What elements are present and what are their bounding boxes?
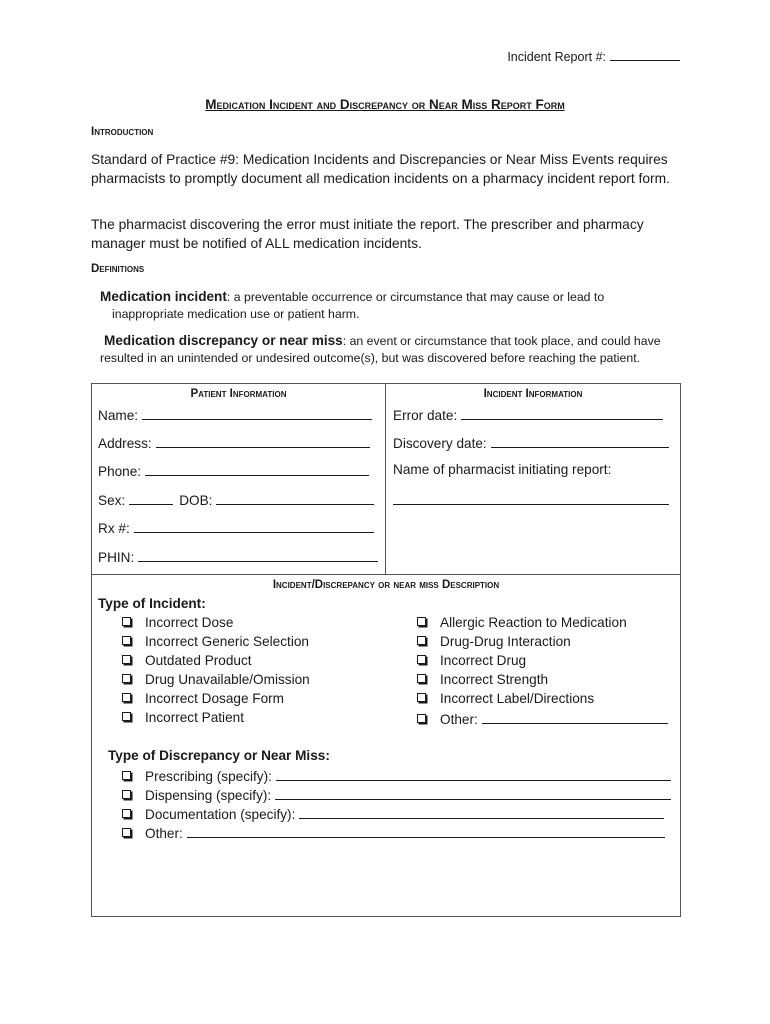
checkbox-icon[interactable] <box>122 790 131 799</box>
introduction-heading: Introduction <box>91 126 154 138</box>
checkbox-icon[interactable] <box>122 828 131 837</box>
patient-dob-input[interactable] <box>216 491 374 505</box>
incident-option[interactable] <box>417 634 571 649</box>
pharmacist-name-input[interactable] <box>393 491 669 505</box>
introduction-paragraph-1: Standard of Practice #9: Medication Incidents and Discrepancies or Near Miss Events requires pharmacists to promptly document all medication incidents on a pharmacy incident report form. <box>91 152 670 186</box>
discrepancy-option[interactable] <box>122 767 671 784</box>
definition-text-cont: resulted in an unintended or undesired outcome(s), but was discovered before reaching the patient. <box>100 351 641 365</box>
type-of-incident-heading: Type of Incident: <box>98 596 206 611</box>
patient-phone-field[interactable] <box>98 462 369 479</box>
discrepancy-input[interactable] <box>276 767 671 781</box>
definition-text-cont: inappropriate medication use or patient harm. <box>112 307 360 321</box>
pharmacist-name-field[interactable] <box>393 491 669 508</box>
definition-term: Medication incident <box>100 289 227 304</box>
incident-option[interactable] <box>417 615 627 630</box>
report-box <box>91 383 681 917</box>
discrepancy-input[interactable] <box>187 824 665 838</box>
checkbox-icon[interactable] <box>417 674 426 683</box>
discrepancy-option-label: Prescribing (specify): <box>145 769 272 784</box>
definition-text: : an event or circumstance that took place, and could have <box>342 334 661 348</box>
discovery-date-field[interactable] <box>393 434 669 451</box>
incident-report-number-label: Incident Report #: <box>507 50 606 64</box>
incident-other-input[interactable] <box>482 710 668 724</box>
patient-phone-input[interactable] <box>145 462 369 476</box>
discovery-date-input[interactable] <box>491 434 669 448</box>
patient-sex-input[interactable] <box>129 491 173 505</box>
checkbox-icon[interactable] <box>122 655 131 664</box>
checkbox-icon[interactable] <box>417 636 426 645</box>
checkbox-icon[interactable] <box>122 809 131 818</box>
definition-text: : a preventable occurrence or circumstance that may cause or lead to <box>226 290 605 304</box>
error-date-input[interactable] <box>461 406 663 420</box>
patient-address-input[interactable] <box>156 434 370 448</box>
incident-info-heading: Incident Information <box>483 388 583 400</box>
discrepancy-input[interactable] <box>299 805 664 819</box>
incident-option-label: Incorrect Patient <box>145 710 244 725</box>
incident-option[interactable] <box>122 710 244 725</box>
form-title: Medication Incident and Discrepancy or Near Miss Report Form <box>205 97 565 112</box>
discrepancy-option-label: Documentation (specify): <box>145 807 296 822</box>
patient-name-input[interactable] <box>142 406 372 420</box>
incident-option[interactable] <box>417 653 526 668</box>
incident-option[interactable] <box>122 653 252 668</box>
incident-option[interactable] <box>122 634 309 649</box>
error-date-field[interactable] <box>393 406 663 423</box>
incident-option-label: Other: <box>440 712 478 727</box>
patient-address-field[interactable] <box>98 434 370 451</box>
incident-option-label: Drug-Drug Interaction <box>440 634 571 649</box>
checkbox-icon[interactable] <box>122 712 131 721</box>
discrepancy-input[interactable] <box>275 786 671 800</box>
pharmacist-name-label: Name of pharmacist initiating report: <box>393 462 612 477</box>
patient-address-label: Address: <box>98 436 152 451</box>
checkbox-icon[interactable] <box>122 617 131 626</box>
incident-option-label: Incorrect Strength <box>440 672 549 687</box>
incident-option-label: Incorrect Dose <box>145 615 234 630</box>
checkbox-icon[interactable] <box>122 674 131 683</box>
checkbox-icon[interactable] <box>417 693 426 702</box>
discrepancy-option[interactable] <box>122 805 664 822</box>
checkbox-icon[interactable] <box>417 714 426 723</box>
incident-option-label: Allergic Reaction to Medication <box>440 615 627 630</box>
introduction-paragraph-2: The pharmacist discovering the error must initiate the report. The prescriber and pharmacy manager must be notified of ALL medication incidents. <box>91 217 644 251</box>
patient-rx-input[interactable] <box>134 519 374 533</box>
incident-option[interactable] <box>122 691 284 706</box>
patient-dob-label: DOB: <box>179 493 213 508</box>
incident-option[interactable] <box>122 615 233 630</box>
checkbox-icon[interactable] <box>417 655 426 664</box>
incident-option[interactable] <box>417 691 594 706</box>
checkbox-icon[interactable] <box>122 771 131 780</box>
incident-option-label: Incorrect Dosage Form <box>145 691 285 706</box>
checkbox-icon[interactable] <box>122 693 131 702</box>
incident-option-label: Drug Unavailable/Omission <box>145 672 310 687</box>
discrepancy-option-label: Other: <box>145 826 183 841</box>
patient-name-label: Name: <box>98 408 139 423</box>
column-divider <box>385 384 386 574</box>
incident-option[interactable] <box>122 672 310 687</box>
incident-option[interactable] <box>417 672 548 687</box>
checkbox-icon[interactable] <box>122 636 131 645</box>
type-of-discrepancy-heading: Type of Discrepancy or Near Miss: <box>108 748 330 763</box>
definition-discrepancy <box>100 332 680 367</box>
incident-option-other[interactable] <box>417 710 668 727</box>
discrepancy-option[interactable] <box>122 824 665 841</box>
error-date-label: Error date: <box>393 408 458 423</box>
patient-phin-input[interactable] <box>138 548 378 562</box>
patient-rx-label: Rx #: <box>98 521 130 536</box>
incident-option-label: Incorrect Drug <box>440 653 527 668</box>
incident-option-label: Incorrect Generic Selection <box>145 634 309 649</box>
description-heading: Incident/Discrepancy or near miss Description <box>272 579 500 591</box>
patient-name-field[interactable] <box>98 406 372 423</box>
patient-phin-label: PHIN: <box>98 550 135 565</box>
section-divider <box>92 574 680 575</box>
discrepancy-option-label: Dispensing (specify): <box>145 788 272 803</box>
discrepancy-option[interactable] <box>122 786 671 803</box>
patient-rx-field[interactable] <box>98 519 374 536</box>
patient-sex-label: Sex: <box>98 493 126 508</box>
discovery-date-label: Discovery date: <box>393 436 487 451</box>
incident-report-number <box>507 48 680 64</box>
incident-option-label: Incorrect Label/Directions <box>440 691 595 706</box>
patient-info-heading: Patient Information <box>190 388 287 400</box>
patient-phin-field[interactable] <box>98 548 378 565</box>
definition-medication-incident <box>100 288 680 323</box>
checkbox-icon[interactable] <box>417 617 426 626</box>
patient-sex-dob-field[interactable] <box>98 491 374 508</box>
definitions-heading: Definitions <box>91 263 145 275</box>
incident-report-number-field[interactable] <box>610 48 680 61</box>
patient-phone-label: Phone: <box>98 464 142 479</box>
definition-term: Medication discrepancy or near miss <box>104 333 343 348</box>
incident-option-label: Outdated Product <box>145 653 252 668</box>
